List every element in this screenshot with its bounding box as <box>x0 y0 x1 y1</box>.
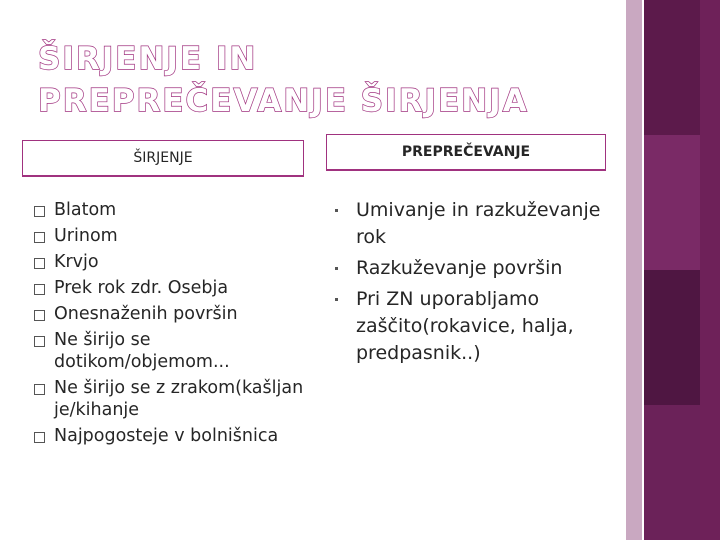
checkbox-bullet-icon <box>34 284 45 295</box>
decorative-tile <box>642 135 700 270</box>
checkbox-bullet-icon <box>34 432 45 443</box>
bullet-icon <box>335 298 338 301</box>
list-item: Umivanje in razkuževanje rok <box>332 197 602 251</box>
checkbox-bullet-icon <box>34 310 45 321</box>
checkbox-bullet-icon <box>34 206 45 217</box>
left-list <box>34 199 304 451</box>
bullet-icon <box>335 267 338 270</box>
checkbox-bullet-icon <box>34 336 45 347</box>
list-item: Onesnaženih površin <box>34 303 304 325</box>
column-header-left: ŠIRJENJE <box>22 140 304 177</box>
right-list <box>332 197 602 371</box>
list-item: Blatom <box>34 199 304 221</box>
bullet-icon <box>335 209 338 212</box>
list-item: Pri ZN uporabljamo zaščito(rokavice, halja, predpasnik..) <box>332 286 602 367</box>
list-item: Urinom <box>34 225 304 247</box>
checkbox-bullet-icon <box>34 384 45 395</box>
checkbox-bullet-icon <box>34 258 45 269</box>
checkbox-bullet-icon <box>34 232 45 243</box>
list-item: Ne širijo se dotikom/objemom... <box>34 329 304 373</box>
slide-title: ŠIRJENJE IN PREPREČEVANJE ŠIRJENJA <box>38 41 529 119</box>
decorative-tile <box>642 405 700 540</box>
decorative-tile <box>642 0 700 135</box>
decorative-tile <box>642 270 700 405</box>
column-header-right: PREPREČEVANJE <box>326 134 606 171</box>
list-item: Ne širijo se z zrakom(kašljanje/kihanje <box>34 377 304 421</box>
decorative-band-light <box>626 0 642 540</box>
list-item: Prek rok zdr. Osebja <box>34 277 304 299</box>
list-item: Najpogosteje v bolnišnica <box>34 425 304 447</box>
list-item: Krvjo <box>34 251 304 273</box>
list-item: Razkuževanje površin <box>332 255 602 282</box>
